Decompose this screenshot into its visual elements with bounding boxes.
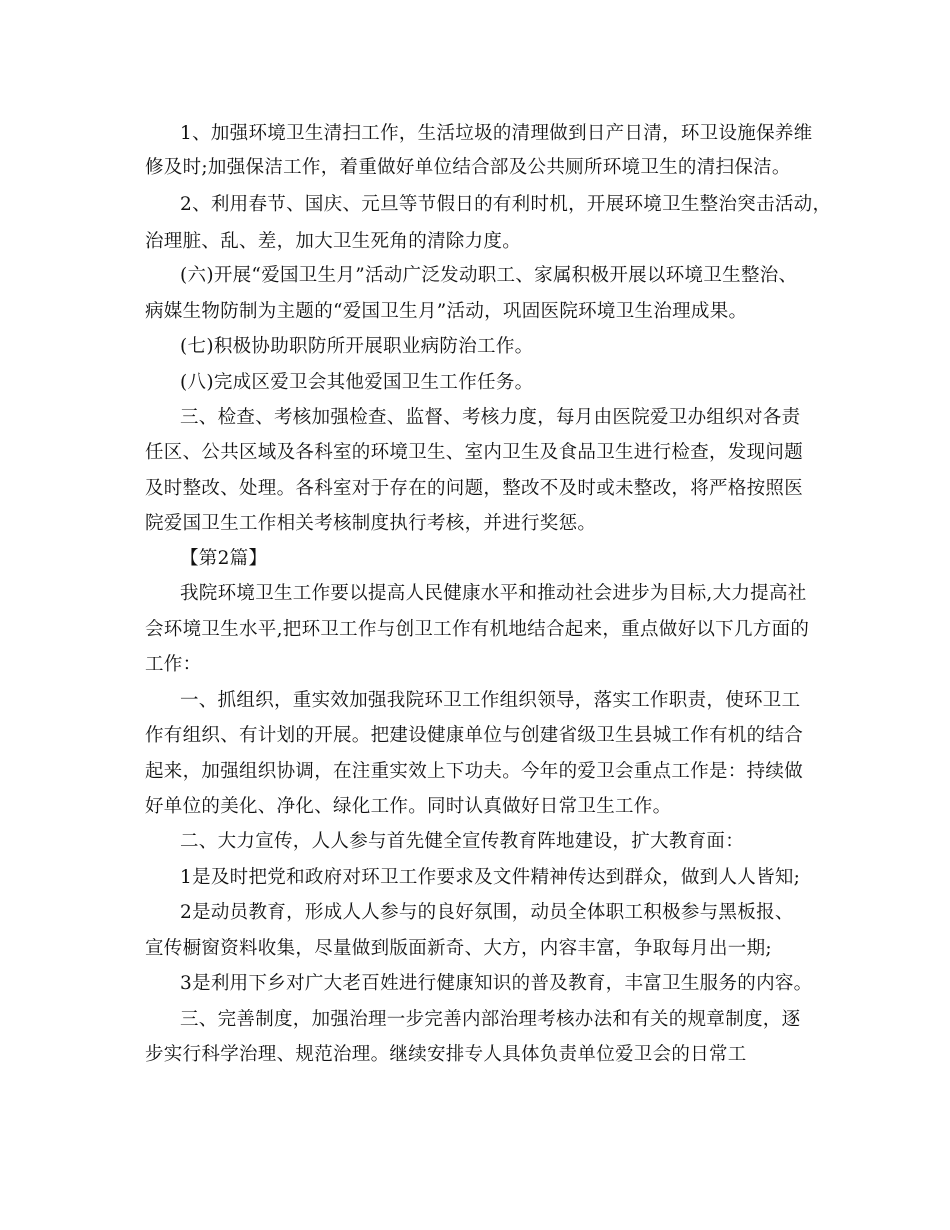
section-heading: 【第2篇】 — [180, 548, 268, 569]
text-line: 宣传橱窗资料收集，尽量做到版面新奇、大方，内容丰富，争取每月出一期; — [145, 938, 772, 959]
text-line: 修及时;加强保洁工作，着重做好单位结合部及公共厕所环境卫生的清扫保洁。 — [145, 157, 791, 178]
text-line: 病媒生物防制为主题的“爱国卫生月”活动，巩固医院环境卫生治理成果。 — [145, 301, 748, 322]
text-line: 2是动员教育，形成人人参与的良好氛围，动员全体职工积极参与黑板报、 — [180, 902, 794, 923]
text-line: 作有组织、有计划的开展。把建设健康单位与创建省级卫生县城工作有机的结合 — [145, 725, 804, 746]
text-line: 2、利用春节、国庆、元旦等节假日的有利时机，开展环境卫生整治突击活动， — [180, 194, 832, 215]
text-line: 起来，加强组织协调，在注重实效上下功夫。今年的爱卫会重点工作是：持续做 — [145, 761, 804, 782]
text-line: (七)积极协助职防所开展职业病防治工作。 — [180, 336, 534, 357]
text-line: 我院环境卫生工作要以提高人民健康水平和推动社会进步为目标,大力提高社 — [180, 583, 807, 604]
text-line: 一、抓组织，重实效加强我院环卫工作组织领导，落实工作职责，使环卫工 — [180, 690, 801, 711]
text-line: 任区、公共区域及各科室的环境卫生、室内卫生及食品卫生进行检查，发现问题 — [145, 442, 804, 463]
text-line: (八)完成区爱卫会其他爱国卫生工作任务。 — [180, 372, 534, 393]
text-line: 及时整改、处理。各科室对于存在的问题，整改不及时或未整改，将严格按照医 — [145, 478, 804, 499]
text-line: 1、加强环境卫生清扫工作，生活垃圾的清理做到日产日清，环卫设施保养维 — [180, 123, 813, 144]
text-line: 1是及时把党和政府对环卫工作要求及文件精神传达到群众，做到人人皆知; — [180, 867, 801, 888]
text-line: 会环境卫生水平,把环卫工作与创卫工作有机地结合起来，重点做好以下几方面的 — [145, 619, 810, 640]
text-line: (六)开展“爱国卫生月”活动广泛发动职工、家属积极开展以环境卫生整治、 — [180, 265, 798, 286]
text-line: 步实行科学治理、规范治理。继续安排专人具体负责单位爱卫会的日常工 — [145, 1044, 747, 1065]
text-line: 二、大力宣传，人人参与首先健全宣传教育阵地建设，扩大教育面： — [180, 831, 745, 852]
text-line: 三、完善制度，加强治理一步完善内部治理考核办法和有关的规章制度，逐 — [180, 1009, 801, 1030]
text-line: 工作： — [145, 654, 202, 675]
text-line: 三、检查、考核加强检查、监督、考核力度，每月由医院爱卫办组织对各责 — [180, 407, 801, 428]
text-line: 院爱国卫生工作相关考核制度执行考核，并进行奖惩。 — [145, 513, 597, 534]
text-line: 治理脏、乱、差，加大卫生死角的清除力度。 — [145, 231, 522, 252]
text-line: 3是利用下乡对广大老百姓进行健康知识的普及教育，丰富卫生服务的内容。 — [180, 973, 813, 994]
text-line: 好单位的美化、净化、绿化工作。同时认真做好日常卫生工作。 — [145, 796, 672, 817]
